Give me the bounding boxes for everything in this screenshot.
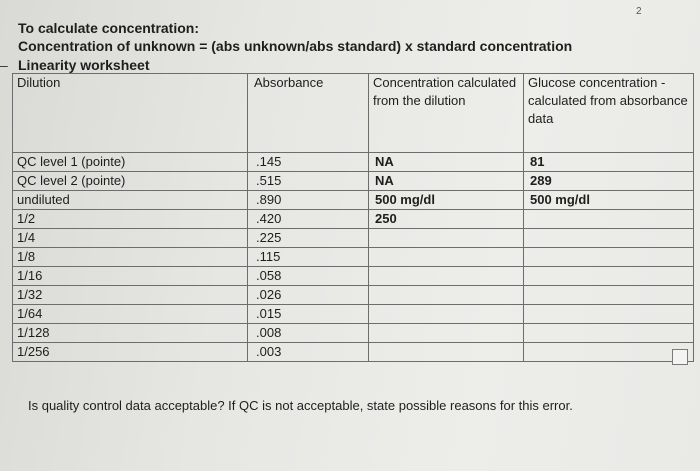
cell-glucose [524,248,694,267]
collapse-icon: – [0,57,8,73]
table-row [13,343,694,362]
cell-glucose [524,305,694,324]
table-row [13,267,694,286]
cell-glucose: 500 mg/dl [524,191,694,210]
cell-dilution: QC level 2 (pointe) [13,172,248,191]
cell-dilution: 1/16 [13,267,248,286]
cell-concentration [369,324,524,343]
cell-glucose [524,229,694,248]
qc-question: Is quality control data acceptable? If QC is not acceptable, state possible reasons for this error. [28,398,573,413]
cell-concentration [369,248,524,267]
cell-glucose [524,286,694,305]
cell-glucose: 81 [524,153,694,172]
cell-absorbance: .003 [248,343,369,362]
header-glucose: Glucose concentration - calculated from absorbance data [524,74,694,153]
heading-formula: Concentration of unknown = (abs unknown/abs standard) x standard concentration [18,38,573,54]
cell-dilution: undiluted [13,191,248,210]
heading-worksheet-title: Linearity worksheet [18,57,150,73]
cell-absorbance: .115 [248,248,369,267]
cell-absorbance: .515 [248,172,369,191]
cell-concentration: NA [369,172,524,191]
table-row [13,248,694,267]
cell-glucose: 289 [524,172,694,191]
cell-dilution: 1/64 [13,305,248,324]
cell-absorbance: .015 [248,305,369,324]
cell-concentration: 250 [369,210,524,229]
cell-glucose [524,324,694,343]
table-row [13,229,694,248]
linearity-table [12,73,694,362]
cell-concentration [369,305,524,324]
answer-checkbox[interactable] [672,349,688,365]
cell-absorbance: .225 [248,229,369,248]
cell-concentration [369,267,524,286]
table-row [13,172,694,191]
header-absorbance: Absorbance [248,74,369,153]
corner-mark: 2 [636,6,642,17]
header-concentration: Concentration calculated from the dilution [369,74,524,153]
cell-absorbance: .420 [248,210,369,229]
cell-dilution: 1/8 [13,248,248,267]
cell-concentration: 500 mg/dl [369,191,524,210]
cell-concentration: NA [369,153,524,172]
table-row [13,191,694,210]
cell-dilution: 1/2 [13,210,248,229]
cell-absorbance: .026 [248,286,369,305]
cell-dilution: 1/32 [13,286,248,305]
table-row [13,324,694,343]
cell-absorbance: .008 [248,324,369,343]
cell-absorbance: .890 [248,191,369,210]
cell-concentration [369,229,524,248]
table-row [13,153,694,172]
table-header-row [13,74,694,153]
cell-glucose [524,267,694,286]
cell-absorbance: .145 [248,153,369,172]
header-dilution: Dilution [13,74,248,153]
cell-concentration [369,343,524,362]
cell-concentration [369,286,524,305]
cell-absorbance: .058 [248,267,369,286]
table-row [13,305,694,324]
heading-calculate: To calculate concentration: [18,20,199,36]
cell-dilution: 1/256 [13,343,248,362]
cell-dilution: QC level 1 (pointe) [13,153,248,172]
cell-dilution: 1/128 [13,324,248,343]
cell-dilution: 1/4 [13,229,248,248]
cell-glucose [524,210,694,229]
table-row [13,286,694,305]
table-row [13,210,694,229]
cell-glucose [524,343,694,362]
